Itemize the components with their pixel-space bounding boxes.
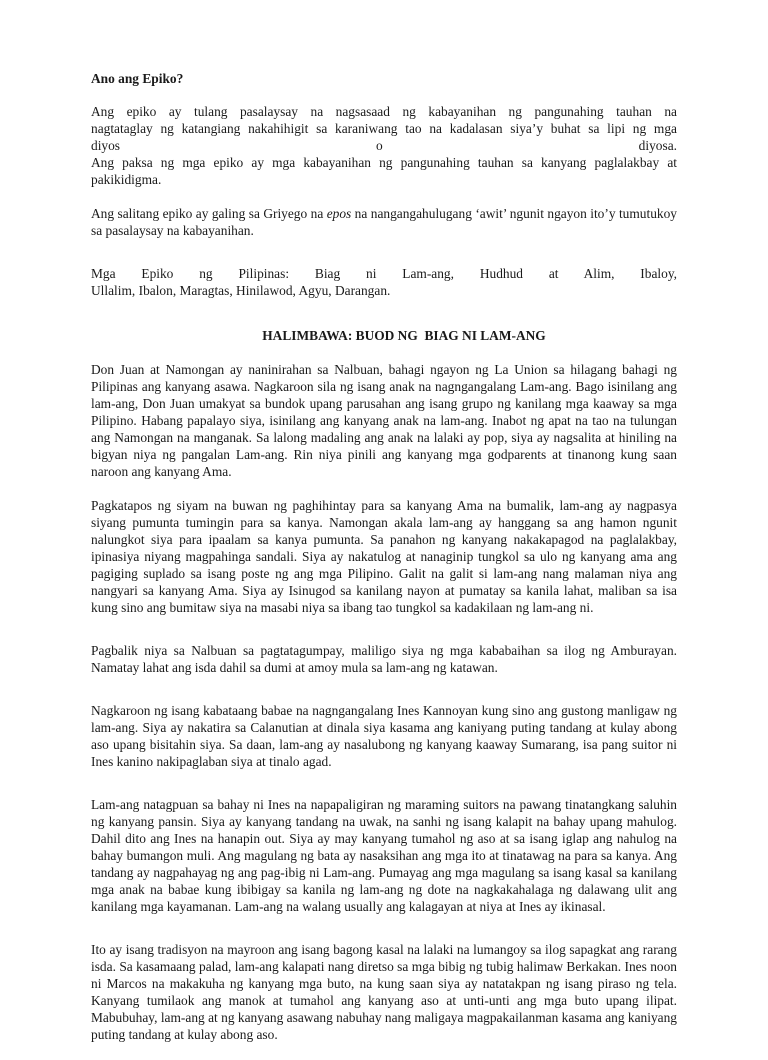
etymology-term: epos [326,206,352,221]
etymology-paragraph [91,205,677,239]
intro-line-2: nagtataglay ng katangiang nakahihigit sa karaniwang tao na kadalasan siya’y buhat sa lipi ng mga [91,121,677,136]
etymology-pre: Ang salitang epiko ay galing sa Griyego na [91,206,327,221]
epic-list-paragraph [91,265,677,299]
intro-line-3 [91,137,677,154]
document-page [91,70,677,1060]
story-paragraph-2: Pagkatapos ng siyam na buwan ng paghihintay para sa kanyang Ama na bumalik, lam-ang ay nagpasya siyang pumunta tumingin para sa kanya. Namongan akala lam-ang ay hanggang sa ang hamon ngunit nalungkot siya para ipaalam sa kanya pumunta. Sa panahon ng kanyang nakakapagod na paglalakbay, ipinasiya niyang magpahinga sandali. Siya ay nakatulog at nanaginip tungkol sa ulo ng kanyang ama ang pagiging suplado sa isang poste ng ang mga Pilipino. Galit na galit si lam-ang nang malaman niya ang nangyari sa kanyang Ama. Siya ay Isinugod sa kanilang nayon at pumatay sa kanila lahat, maliban sa isa kung sino ang bumitaw siya na masabi niya sa ibang tao tungkol sa kadakilaan ng lam-ang ni. [91,498,677,615]
document-heading: Ano ang Epiko? [91,71,184,86]
story-paragraph-3: Pagbalik niya sa Nalbuan sa pagtatagumpay, maliligo siya ng mga kababaihan sa ilog ng Amburayan. Namatay lahat ang isda dahil sa dumi at amoy mula sa lam-ang ng katawan. [91,643,677,675]
intro-line-3-a: diyos [91,138,121,153]
story-paragraph-4: Nagkaroon ng isang kabataang babae na nagngangalang Ines Kannoyan kung sino ang gustong manligaw ng lam-ang. Siya ay nakatira sa Calanutian at dinala siya kasama ang kaniyang puting tandang at kulay abong aso upang bisitahin siya. Sa daan, lam-ang ay nasalubong ng kanyang kaaway Sumarang, isa pang suitor ni Ines kanino nakipaglaban siya at tinalo agad. [91,703,677,769]
story-paragraph-1: Don Juan at Namongan ay naninirahan sa Nalbuan, bahagi ngayon ng La Union sa hilagang bahagi ng Pilipinas ang kanyang asawa. Nagkaroon sila ng isang anak na nagngangalang Lam-ang. Bago isinilang ang lam-ang, Don Juan umakyat sa bundok upang parusahan ang isang grupo ng kanilang mga kaaway sa mga Pilipino. Habang papalayo siya, isinilang ang kanyang anak na lam-ang. Inabot ng apat na tao na tulungan ang Namongan na manganak. Sa lalong madaling ang anak na lalaki ay pop, siya ay nagsalita at hiniling na bigyan niya ng pangalan Lam-ang. Rin niya pinili ang kanyang mga godparents at tinanong kung saan naroon ang kanyang Ama. [91,362,677,479]
example-title: HALIMBAWA: BUOD NG BIAG NI LAM-ANG [262,328,546,343]
intro-line-5: pakikidigma. [91,172,162,187]
intro-line-4: Ang paksa ng mga epiko ay mga kabayanihan ng pangunahing tauhan sa kanyang paglalakbay at [91,155,677,170]
intro-line-3-b: o [376,138,383,153]
intro-line-1: Ang epiko ay tulang pasalaysay na nagsasaad ng kabayanihan ng pangunahing tauhan na [91,104,677,119]
intro-line-3-c: diyosa. [638,138,677,153]
epic-list-line-1: Mga Epiko ng Pilipinas: Biag ni Lam-ang, Hudhud at Alim, Ibaloy, [91,266,677,281]
story-paragraph-5: Lam-ang natagpuan sa bahay ni Ines na napapaligiran ng maraming suitors na pawang tinatangkang saluhin ng kanyang pansin. Siya ay kanyang tandang na uwak, na sanhi ng isang kalapit na bahay upang mahulog. Dahil dito ang Ines na hanapin out. Siya ay may kanyang tumahol ng aso at sa isang iglap ang nahulog na bahay bumangon muli. Ang magulang ng bata ay nasaksihan ang mga ito at tinatawag na para sa kanya. Ang tandang ay nagpahayag ng ang pag-ibig ni Lam-ang. Pumayag ang mga magulang sa isang kasal sa kanilang mga anak na babae kung ibibigay sa kanila ng lam-ang ng dote na nagkakahalaga ng dalawang ulit ang kanilang mga kayamanan. Lam-ang na walang usually ang kalagayan at niya at Ines ay ikinasal. [91,797,677,914]
intro-paragraph [91,103,677,188]
etymology-post: na nangangahulugang ‘awit’ ngunit ngayon ito’y tumutukoy sa pasalaysay na kabayanihan. [91,206,677,238]
story-paragraph-6: Ito ay isang tradisyon na mayroon ang isang bagong kasal na lalaki na lumangoy sa ilog sapagkat ang rarang isda. Sa kasamaang palad, lam-ang kalapati nang diretso sa mga bibig ng tubig halimaw Berkakan. Ines noon ni Marcos na makakuha ng kanyang mga buto, na kung saan siya ay natatakpan ng isang piraso ng tela. Kanyang tumilaok ang manok at tumahol ang kanyang aso at unti-unti ang mga buto upang ilipat. Mabubuhay, lam-ang at ng kanyang asawang nabuhay nang maligaya magpakailanman kasama ang kaniyang puting tandang at kulay abong aso. [91,942,677,1042]
epic-list-line-2: Ullalim, Ibalon, Maragtas, Hinilawod, Agyu, Darangan. [91,283,391,298]
